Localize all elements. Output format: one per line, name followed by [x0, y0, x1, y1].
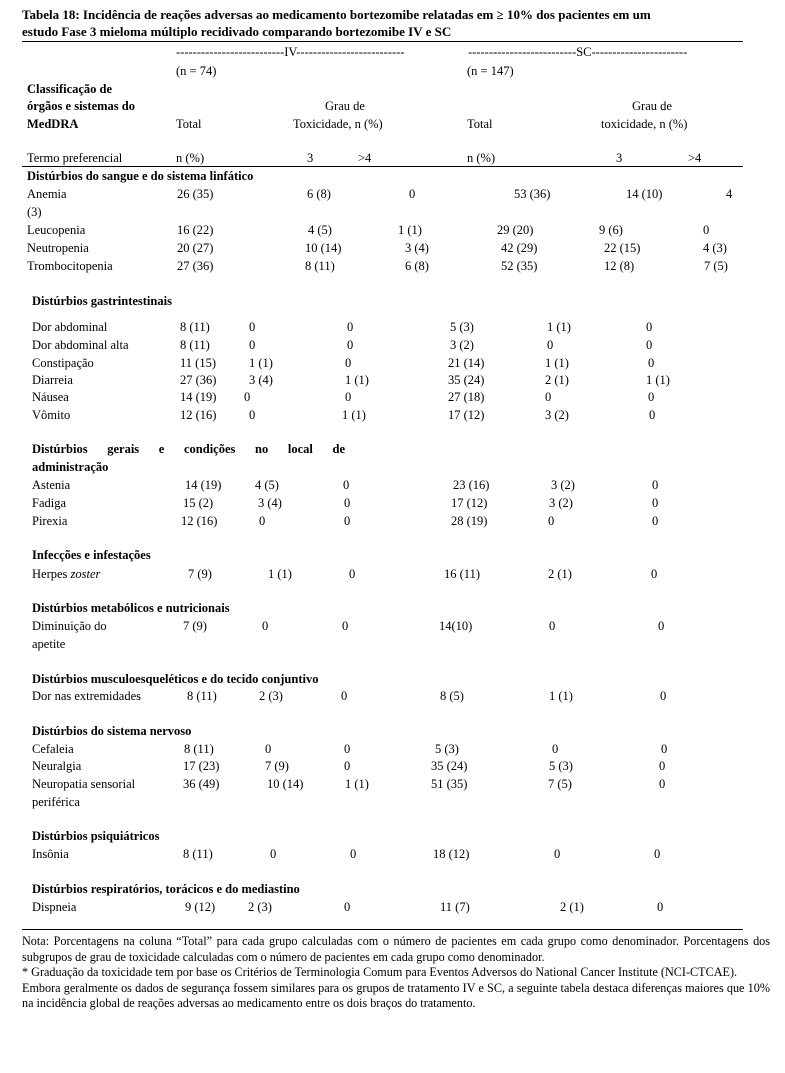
row-term: Fadiga: [32, 496, 67, 510]
cell: 1 (1): [398, 223, 422, 237]
cell: 0: [344, 742, 351, 756]
cell: 53 (36): [514, 187, 551, 201]
cell: 0: [343, 478, 350, 492]
cell: 10 (14): [305, 241, 342, 255]
row-term: Pirexia: [32, 514, 68, 528]
cell: 0: [249, 338, 256, 352]
cell: 4 (3): [703, 241, 727, 255]
row-term: Anemia: [27, 187, 67, 201]
note-paragraph: Nota: Porcentagens na coluna “Total” para cada grupo calculadas com o número de pacientes em cada grupo como denominador. Porcentagens dos subgrupos de grau de toxicidade calculadas com o número de pacientes em cada grupo como denominador.: [22, 934, 770, 964]
cell: 0: [549, 619, 556, 633]
cell: 21 (14): [448, 356, 485, 370]
cell: 18 (12): [433, 847, 470, 861]
cell: 26 (35): [177, 187, 214, 201]
cell: 0: [249, 320, 256, 334]
iv-group-label: --------------------------IV--------------------------: [176, 45, 405, 59]
cell: 16 (22): [177, 223, 214, 237]
cell: 0: [552, 742, 559, 756]
note-paragraph: * Graduação da toxicidade tem por base os Critérios de Terminologia Comum para Eventos Adversos do National Cancer Institute (NCI-CTCAE).: [22, 965, 738, 980]
cell: 2 (3): [259, 689, 283, 703]
cell: 1 (1): [249, 356, 273, 370]
cell: 17 (23): [183, 759, 220, 773]
cell: 0: [350, 847, 357, 861]
sc-grade-header-line-1: Grau de: [632, 99, 672, 113]
term-header: Termo preferencial: [27, 151, 123, 165]
row-term: Diminuição do: [32, 619, 107, 633]
row-term: Neutropenia: [27, 241, 89, 255]
cell: 2 (1): [560, 900, 584, 914]
class-header-line-1: Classificação de: [27, 82, 113, 96]
cell: 0: [652, 514, 659, 528]
note-paragraph: Embora geralmente os dados de segurança fossem similares para os grupos de tratamento IV e SC, a seguinte tabela destaca diferenças maiores que 10% na incidência global de reações adversas ao medicamento entre os dois braços do tratamento.: [22, 980, 770, 1011]
row-term-cont: periférica: [32, 795, 80, 809]
cell: 1 (1): [345, 777, 369, 791]
iv-npct-header: n (%): [176, 151, 205, 165]
cell: 11 (7): [440, 900, 470, 914]
row-term: Diarreia: [32, 373, 73, 387]
cell-wrap: (3): [27, 205, 42, 219]
sc-npct-header: n (%): [467, 151, 496, 165]
table-notes: [22, 934, 770, 1012]
cell: 0: [661, 742, 668, 756]
table-title-line-2: estudo Fase 3 mieloma múltiplo recidivado comparando bortezomibe IV e SC: [22, 24, 452, 39]
row-term-cont: apetite: [32, 637, 66, 651]
row-term: Cefaleia: [32, 742, 74, 756]
row-term: Astenia: [32, 478, 71, 492]
cell: 0: [548, 514, 555, 528]
cell: 35 (24): [448, 373, 485, 387]
cell: 11 (15): [180, 356, 216, 370]
cell: 0: [652, 496, 659, 510]
cell: 6 (8): [405, 259, 429, 273]
cell: 9 (12): [185, 900, 216, 914]
class-header-line-3: MedDRA: [27, 117, 79, 131]
section-heading: Infecções e infestações: [32, 548, 151, 562]
cell: 0: [244, 390, 251, 404]
cell: 0: [342, 619, 349, 633]
section-heading: Distúrbios do sangue e do sistema linfático: [27, 169, 254, 183]
cell: 12 (8): [604, 259, 635, 273]
iv-grade-header-line-1: Grau de: [325, 99, 365, 113]
row-term: Neuropatia sensorial: [32, 777, 136, 791]
row-term: Dor abdominal: [32, 320, 108, 334]
cell: 17 (12): [451, 496, 488, 510]
cell: 1 (1): [268, 567, 292, 581]
cell: 5 (3): [450, 320, 474, 334]
cell: 1 (1): [342, 408, 366, 422]
cell: 52 (35): [501, 259, 538, 273]
cell: 0: [547, 338, 554, 352]
cell: 0: [347, 338, 354, 352]
cell: 9 (6): [599, 223, 623, 237]
cell: 4 (5): [255, 478, 279, 492]
cell: 0: [344, 900, 351, 914]
sc-grade3-header: 3: [616, 151, 623, 165]
cell: 4 (5): [308, 223, 332, 237]
cell: 1 (1): [545, 356, 569, 370]
row-term: Dor abdominal alta: [32, 338, 129, 352]
cell: 5 (3): [549, 759, 573, 773]
cell: 3 (2): [545, 408, 569, 422]
section-heading: Distúrbios gastrintestinais: [32, 294, 172, 308]
cell: 1 (1): [646, 373, 670, 387]
cell: 8 (11): [180, 338, 210, 352]
cell: 0: [659, 777, 666, 791]
cell: 7 (9): [183, 619, 207, 633]
cell: 8 (11): [187, 689, 217, 703]
cell: 0: [345, 390, 352, 404]
cell: 0: [341, 689, 348, 703]
cell: 0: [651, 567, 658, 581]
cell: 23 (16): [453, 478, 490, 492]
cell: 1 (1): [549, 689, 573, 703]
cell: 6 (8): [307, 187, 331, 201]
sc-total-header: Total: [467, 117, 493, 131]
sc-grade-header-line-2: toxicidade, n (%): [601, 117, 688, 131]
cell: 27 (36): [177, 259, 214, 273]
row-term: Náusea: [32, 390, 69, 404]
cell: 0: [646, 338, 653, 352]
cell: 8 (11): [184, 742, 214, 756]
cell: 0: [652, 478, 659, 492]
sc-n: (n = 147): [467, 64, 514, 78]
cell: 17 (12): [448, 408, 485, 422]
cell: 2 (1): [545, 373, 569, 387]
sc-group-label: --------------------------SC-----------------------: [468, 45, 688, 59]
cell: 12 (16): [181, 514, 218, 528]
cell: 0: [349, 567, 356, 581]
cell: 0: [344, 759, 351, 773]
row-term: Herpes zoster: [32, 567, 101, 581]
iv-grade4-header: >4: [358, 151, 372, 165]
cell: 29 (20): [497, 223, 534, 237]
cell: 28 (19): [451, 514, 488, 528]
cell: 3 (2): [549, 496, 573, 510]
table-title: [22, 6, 651, 40]
table-title-line-1: Tabela 18: Incidência de reações adversas ao medicamento bortezomibe relatadas em ≥ 10% dos pacientes em um: [22, 7, 651, 22]
row-term: Constipação: [32, 356, 94, 370]
cell: 3 (4): [258, 496, 282, 510]
section-heading: Distúrbios do sistema nervoso: [32, 724, 192, 738]
cell: 7 (9): [265, 759, 289, 773]
cell: 14 (19): [185, 478, 222, 492]
cell: 0: [270, 847, 277, 861]
section-heading: Distúrbios gerais e condições no local de: [32, 442, 346, 456]
cell: 35 (24): [431, 759, 468, 773]
row-term: Leucopenia: [27, 223, 86, 237]
cell: 27 (36): [180, 373, 217, 387]
header-top-rule: [22, 41, 743, 42]
cell: 0: [265, 742, 272, 756]
iv-grade3-header: 3: [307, 151, 314, 165]
iv-total-header: Total: [176, 117, 202, 131]
cell: 0: [648, 390, 655, 404]
cell: 0: [660, 689, 667, 703]
cell: 42 (29): [501, 241, 538, 255]
cell: 0: [659, 759, 666, 773]
cell: 7 (5): [704, 259, 728, 273]
row-term: Trombocitopenia: [27, 259, 113, 273]
cell: 0: [409, 187, 416, 201]
cell: 2 (3): [248, 900, 272, 914]
cell: 12 (16): [180, 408, 217, 422]
cell: 0: [262, 619, 269, 633]
row-term: Neuralgia: [32, 759, 82, 773]
cell: 0: [345, 356, 352, 370]
cell: 0: [249, 408, 256, 422]
cell: 0: [658, 619, 665, 633]
cell: 15 (2): [183, 496, 214, 510]
cell: 14 (10): [626, 187, 663, 201]
cell: 1 (1): [345, 373, 369, 387]
cell: 0: [654, 847, 661, 861]
sc-grade4-header: >4: [688, 151, 702, 165]
cell: 36 (49): [183, 777, 220, 791]
cell: 22 (15): [604, 241, 641, 255]
cell: 10 (14): [267, 777, 304, 791]
cell: 4: [726, 187, 733, 201]
cell: 0: [649, 408, 656, 422]
cell: 8 (11): [183, 847, 213, 861]
cell: 0: [646, 320, 653, 334]
cell: 0: [259, 514, 266, 528]
cell: 8 (11): [180, 320, 210, 334]
cell: 3 (2): [551, 478, 575, 492]
cell: 0: [545, 390, 552, 404]
cell: 14 (19): [180, 390, 217, 404]
cell: 0: [703, 223, 710, 237]
cell: 3 (2): [450, 338, 474, 352]
row-term: Dispneia: [32, 900, 77, 914]
cell: 0: [344, 496, 351, 510]
row-term: Vômito: [32, 408, 71, 422]
cell: 0: [648, 356, 655, 370]
cell: 51 (35): [431, 777, 468, 791]
cell: 3 (4): [249, 373, 273, 387]
table-bottom-rule: [22, 929, 743, 930]
cell: 7 (5): [548, 777, 572, 791]
cell: 0: [347, 320, 354, 334]
iv-grade-header-line-2: Toxicidade, n (%): [293, 117, 383, 131]
cell: 3 (4): [405, 241, 429, 255]
cell: 14(10): [439, 619, 473, 633]
cell: 0: [344, 514, 351, 528]
cell: 16 (11): [444, 567, 480, 581]
cell: 1 (1): [547, 320, 571, 334]
cell: 2 (1): [548, 567, 572, 581]
cell: 27 (18): [448, 390, 485, 404]
row-term: Insônia: [32, 847, 69, 861]
cell: 0: [657, 900, 664, 914]
section-heading-cont: administração: [32, 460, 109, 474]
section-heading: Distúrbios psiquiátricos: [32, 829, 160, 843]
section-heading: Distúrbios respiratórios, torácicos e do mediastino: [32, 882, 300, 896]
cell: 5 (3): [435, 742, 459, 756]
section-heading: Distúrbios musculoesqueléticos e do tecido conjuntivo: [32, 672, 319, 686]
row-term: Dor nas extremidades: [32, 689, 141, 703]
section-heading: Distúrbios metabólicos e nutricionais: [32, 601, 230, 615]
class-header-line-2: órgãos e sistemas do: [27, 99, 135, 113]
cell: 7 (9): [188, 567, 212, 581]
cell: 8 (11): [305, 259, 335, 273]
cell: 20 (27): [177, 241, 214, 255]
cell: 8 (5): [440, 689, 464, 703]
cell: 0: [554, 847, 561, 861]
iv-n: (n = 74): [176, 64, 217, 78]
header-bottom-rule: [22, 166, 743, 167]
